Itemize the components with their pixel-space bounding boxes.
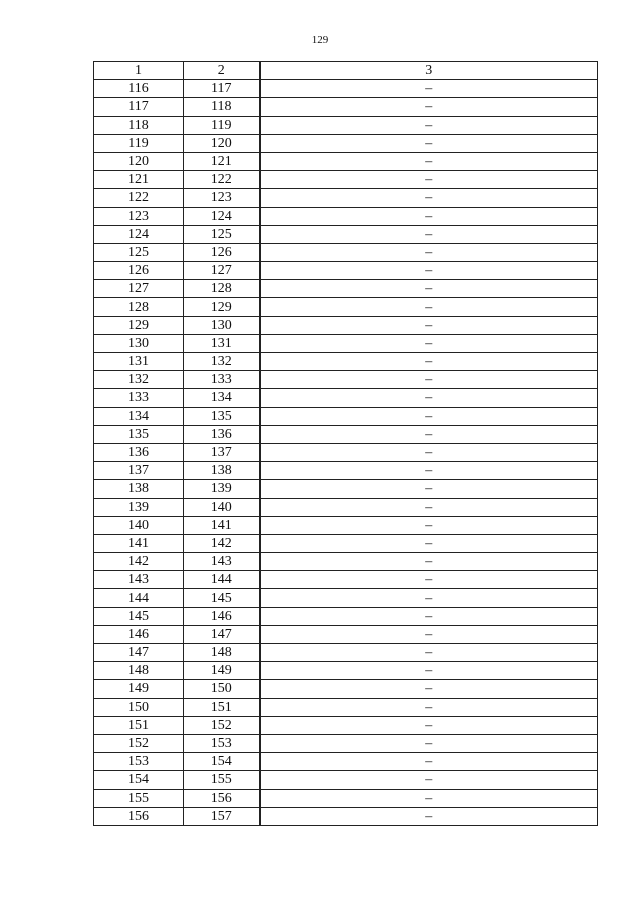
table-cell-col-1: 132 <box>94 371 184 389</box>
table-cell-col-3: – <box>260 753 598 771</box>
table-cell-col-2: 133 <box>184 371 260 389</box>
table-row <box>94 425 598 443</box>
table-cell-col-1: 145 <box>94 607 184 625</box>
table-cell-col-3: – <box>260 516 598 534</box>
table-cell-col-2: 134 <box>184 389 260 407</box>
table-row <box>94 789 598 807</box>
table-cell-col-1: 148 <box>94 662 184 680</box>
table-row <box>94 225 598 243</box>
table-cell-col-2: 151 <box>184 698 260 716</box>
table-row <box>94 152 598 170</box>
table-header-row <box>94 62 598 80</box>
table-cell-col-2: 148 <box>184 644 260 662</box>
table-row <box>94 316 598 334</box>
table-cell-col-1: 140 <box>94 516 184 534</box>
table-cell-col-3: – <box>260 443 598 461</box>
table-cell-col-3: – <box>260 662 598 680</box>
table-cell-col-2: 152 <box>184 716 260 734</box>
table-cell-col-3: – <box>260 298 598 316</box>
table-row <box>94 98 598 116</box>
table-cell-col-3: – <box>260 371 598 389</box>
table-row <box>94 116 598 134</box>
table-cell-col-1: 136 <box>94 443 184 461</box>
table-cell-col-2: 141 <box>184 516 260 534</box>
table-row <box>94 407 598 425</box>
table-cell-col-1: 121 <box>94 171 184 189</box>
table-cell-col-1: 123 <box>94 207 184 225</box>
table-cell-col-1: 119 <box>94 134 184 152</box>
table-cell-col-1: 139 <box>94 498 184 516</box>
table-cell-col-3: – <box>260 189 598 207</box>
table-cell-col-2: 136 <box>184 425 260 443</box>
table-cell-col-3: – <box>260 425 598 443</box>
table-cell-col-2: 153 <box>184 734 260 752</box>
table-cell-col-2: 131 <box>184 334 260 352</box>
table-cell-col-1: 124 <box>94 225 184 243</box>
table-cell-col-2: 119 <box>184 116 260 134</box>
table-row <box>94 134 598 152</box>
table-cell-col-2: 142 <box>184 534 260 552</box>
table-cell-col-3: – <box>260 407 598 425</box>
table-cell-col-2: 144 <box>184 571 260 589</box>
table-cell-col-1: 151 <box>94 716 184 734</box>
table-row <box>94 189 598 207</box>
table-cell-col-2: 138 <box>184 462 260 480</box>
table-cell-col-2: 124 <box>184 207 260 225</box>
table-cell-col-3: – <box>260 207 598 225</box>
table-cell-col-1: 138 <box>94 480 184 498</box>
table-cell-col-2: 149 <box>184 662 260 680</box>
table-cell-col-1: 144 <box>94 589 184 607</box>
table-row <box>94 443 598 461</box>
table-row <box>94 207 598 225</box>
table-cell-col-3: – <box>260 625 598 643</box>
table-cell-col-3: – <box>260 353 598 371</box>
table-row <box>94 498 598 516</box>
table-row <box>94 371 598 389</box>
table-cell-col-3: – <box>260 116 598 134</box>
table-cell-col-3: – <box>260 771 598 789</box>
table-cell-col-3: – <box>260 789 598 807</box>
table-cell-col-1: 153 <box>94 753 184 771</box>
table-cell-col-2: 130 <box>184 316 260 334</box>
table-cell-col-3: – <box>260 716 598 734</box>
table-cell-col-2: 121 <box>184 152 260 170</box>
table-row <box>94 243 598 261</box>
table-cell-col-3: – <box>260 262 598 280</box>
table-cell-col-1: 152 <box>94 734 184 752</box>
table-row <box>94 771 598 789</box>
table-cell-col-3: – <box>260 80 598 98</box>
table-cell-col-3: – <box>260 534 598 552</box>
table-cell-col-3: – <box>260 316 598 334</box>
table-cell-col-3: – <box>260 480 598 498</box>
table-cell-col-2: 154 <box>184 753 260 771</box>
table-cell-col-3: – <box>260 498 598 516</box>
table-cell-col-3: – <box>260 152 598 170</box>
table-cell-col-3: – <box>260 98 598 116</box>
page-number: 129 <box>311 34 329 46</box>
table-cell-col-1: 142 <box>94 553 184 571</box>
table-cell-col-2: 139 <box>184 480 260 498</box>
table-row <box>94 625 598 643</box>
table-cell-col-2: 137 <box>184 443 260 461</box>
table-cell-col-2: 157 <box>184 807 260 825</box>
table-cell-col-3: – <box>260 280 598 298</box>
table-cell-col-1: 126 <box>94 262 184 280</box>
table-cell-col-1: 137 <box>94 462 184 480</box>
table-cell-col-2: 127 <box>184 262 260 280</box>
table-cell-col-3: – <box>260 334 598 352</box>
table-cell-col-1: 141 <box>94 534 184 552</box>
table-cell-col-2: 143 <box>184 553 260 571</box>
table-cell-col-1: 134 <box>94 407 184 425</box>
table-cell-col-2: 135 <box>184 407 260 425</box>
table-cell-col-3: – <box>260 698 598 716</box>
table-cell-col-3: – <box>260 462 598 480</box>
table-cell-col-2: 146 <box>184 607 260 625</box>
table-cell-col-2: 140 <box>184 498 260 516</box>
table-cell-col-1: 143 <box>94 571 184 589</box>
table-cell-col-3: – <box>260 607 598 625</box>
table-cell-col-3: – <box>260 644 598 662</box>
table-row <box>94 698 598 716</box>
table-cell-col-1: 154 <box>94 771 184 789</box>
table-body <box>94 80 598 826</box>
table-cell-col-1: 116 <box>94 80 184 98</box>
table-cell-col-2: 117 <box>184 80 260 98</box>
table-row <box>94 389 598 407</box>
table-cell-col-2: 132 <box>184 353 260 371</box>
table-cell-col-1: 156 <box>94 807 184 825</box>
data-table <box>93 61 598 826</box>
table-cell-col-2: 118 <box>184 98 260 116</box>
table-cell-col-2: 129 <box>184 298 260 316</box>
table-row <box>94 644 598 662</box>
table-row <box>94 553 598 571</box>
table-row <box>94 607 598 625</box>
table-cell-col-1: 122 <box>94 189 184 207</box>
table-cell-col-3: – <box>260 225 598 243</box>
table-cell-col-1: 149 <box>94 680 184 698</box>
table-cell-col-3: – <box>260 171 598 189</box>
table-cell-col-1: 118 <box>94 116 184 134</box>
column-header-3: 3 <box>260 62 598 80</box>
table-row <box>94 571 598 589</box>
table-row <box>94 298 598 316</box>
table-row <box>94 462 598 480</box>
table-cell-col-2: 125 <box>184 225 260 243</box>
table-cell-col-1: 135 <box>94 425 184 443</box>
table-cell-col-3: – <box>260 807 598 825</box>
table-row <box>94 171 598 189</box>
table-cell-col-3: – <box>260 553 598 571</box>
table-row <box>94 734 598 752</box>
table-row <box>94 662 598 680</box>
table-cell-col-3: – <box>260 571 598 589</box>
table-row <box>94 680 598 698</box>
table-row <box>94 80 598 98</box>
table-cell-col-1: 128 <box>94 298 184 316</box>
table-cell-col-1: 147 <box>94 644 184 662</box>
table-row <box>94 280 598 298</box>
table-cell-col-1: 146 <box>94 625 184 643</box>
table-cell-col-2: 155 <box>184 771 260 789</box>
table-cell-col-1: 150 <box>94 698 184 716</box>
table-cell-col-2: 150 <box>184 680 260 698</box>
table-row <box>94 334 598 352</box>
table-cell-col-1: 130 <box>94 334 184 352</box>
table-cell-col-1: 131 <box>94 353 184 371</box>
table-row <box>94 262 598 280</box>
table-cell-col-1: 155 <box>94 789 184 807</box>
table-cell-col-1: 117 <box>94 98 184 116</box>
table-cell-col-1: 129 <box>94 316 184 334</box>
table-cell-col-3: – <box>260 243 598 261</box>
table-cell-col-3: – <box>260 589 598 607</box>
table-cell-col-3: – <box>260 389 598 407</box>
table-cell-col-3: – <box>260 680 598 698</box>
table-cell-col-3: – <box>260 734 598 752</box>
table-row <box>94 753 598 771</box>
table-cell-col-1: 133 <box>94 389 184 407</box>
column-header-2: 2 <box>184 62 260 80</box>
table-cell-col-2: 145 <box>184 589 260 607</box>
table-row <box>94 353 598 371</box>
table-cell-col-3: – <box>260 134 598 152</box>
table-cell-col-2: 123 <box>184 189 260 207</box>
table-cell-col-2: 126 <box>184 243 260 261</box>
table-cell-col-2: 128 <box>184 280 260 298</box>
table-cell-col-2: 120 <box>184 134 260 152</box>
table-cell-col-1: 127 <box>94 280 184 298</box>
table-row <box>94 807 598 825</box>
table-cell-col-1: 125 <box>94 243 184 261</box>
table-row <box>94 716 598 734</box>
table-row <box>94 516 598 534</box>
table-row <box>94 589 598 607</box>
table-cell-col-1: 120 <box>94 152 184 170</box>
table-cell-col-2: 156 <box>184 789 260 807</box>
table-cell-col-2: 147 <box>184 625 260 643</box>
column-header-1: 1 <box>94 62 184 80</box>
table-cell-col-2: 122 <box>184 171 260 189</box>
table-row <box>94 534 598 552</box>
table-row <box>94 480 598 498</box>
